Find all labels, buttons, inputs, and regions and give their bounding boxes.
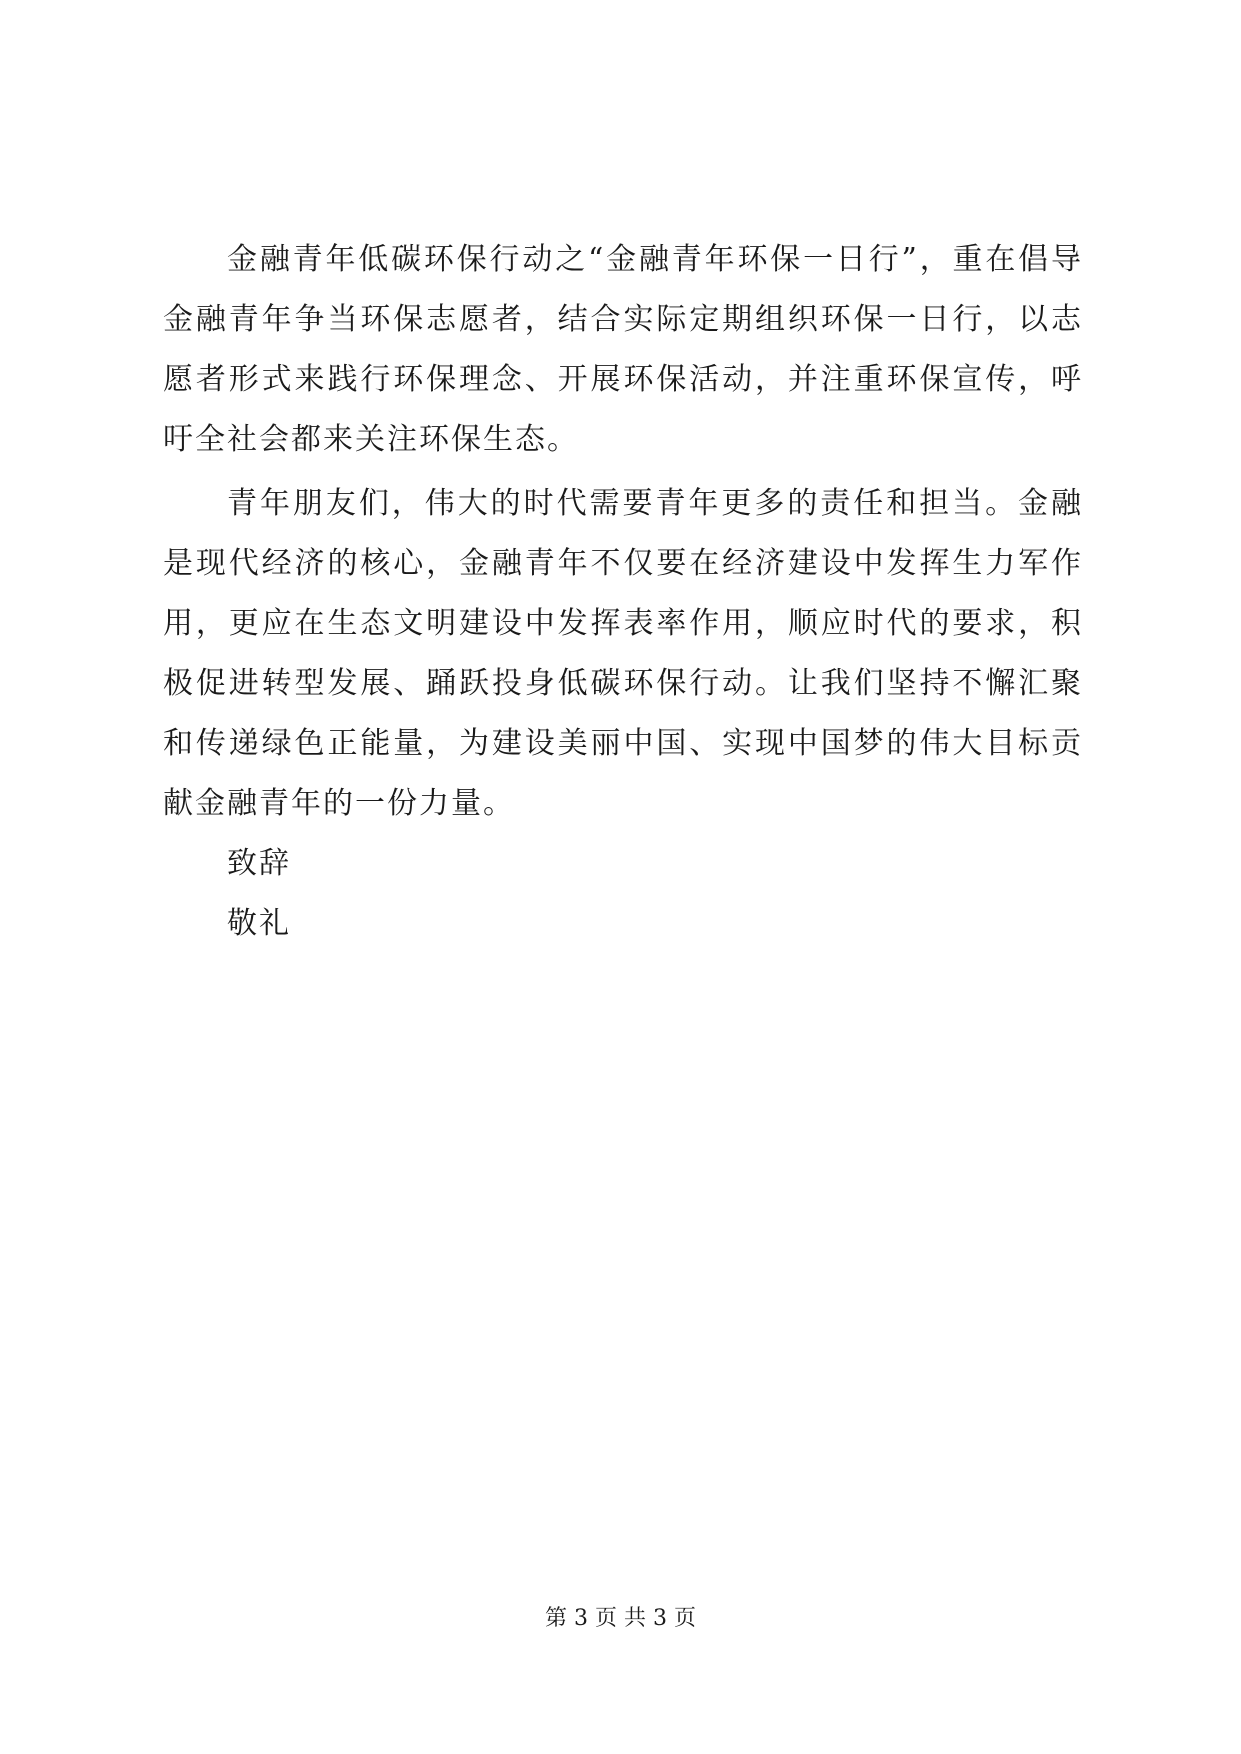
closing-line: 敬礼	[227, 906, 291, 941]
paragraph: 青年朋友们，伟大的时代需要青年更多的责任和担当。金融是现代经济的核心，金融青年不仅要在经济建设中发挥生力军作用，更应在生态文明建设中发挥表率作用，顺应时代的要求，积极促进转型发展、踊跃投身低碳环保行动。让我们坚持不懈汇聚和传递绿色正能量，为建设美丽中国、实现中国梦的伟大目标贡献金融青年的一份力量。	[163, 486, 1083, 821]
closing-line: 致辞	[227, 846, 291, 881]
paragraph: 金融青年低碳环保行动之“金融青年环保一日行”，重在倡导金融青年争当环保志愿者，结合实际定期组织环保一日行，以志愿者形式来践行环保理念、开展环保活动，并注重环保宣传，呼吁全社会都来关注环保生态。	[163, 242, 1083, 457]
page-number: 第 3 页 共 3 页	[545, 1606, 696, 1631]
document-body	[163, 230, 1083, 954]
page-footer	[0, 1604, 1241, 1634]
